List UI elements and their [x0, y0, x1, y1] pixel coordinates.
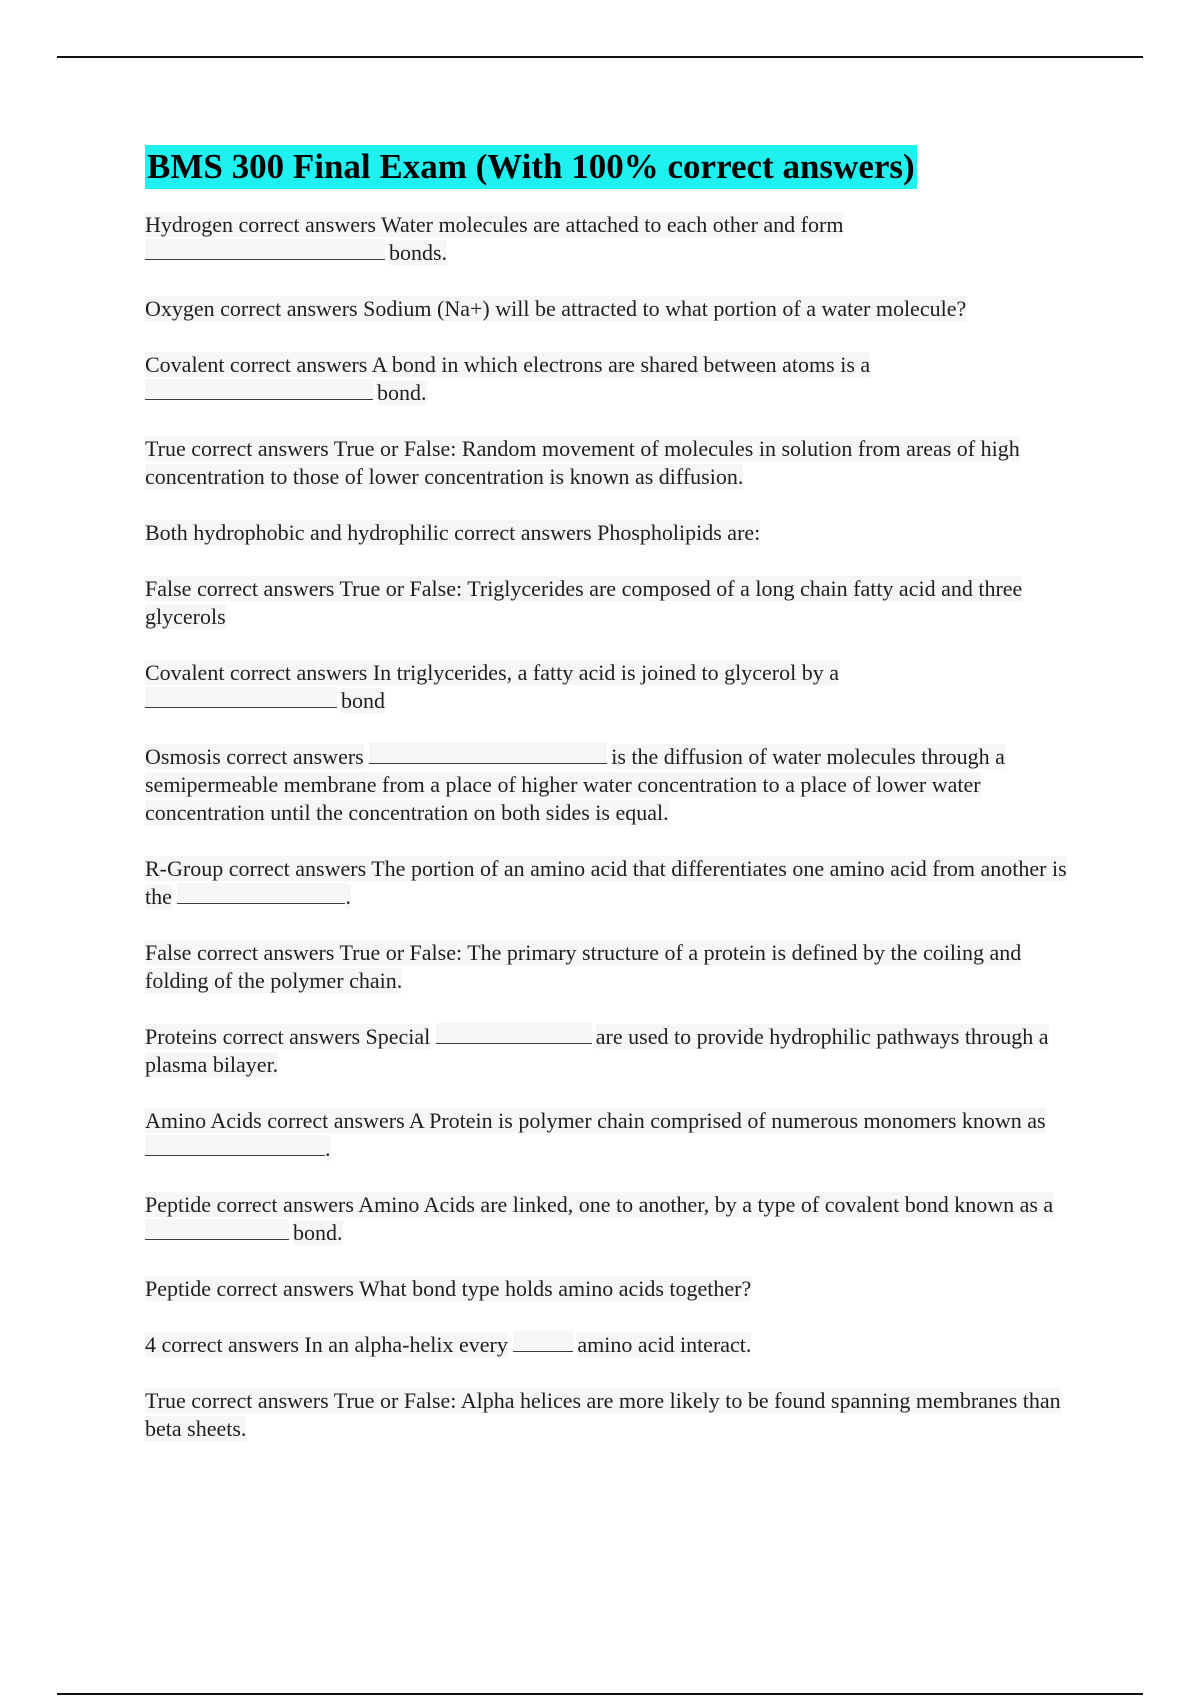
- qa-text: Peptide correct answers What bond type holds amino acids together?: [145, 1276, 752, 1301]
- qa-item-1: [145, 211, 1075, 267]
- qa-text: Amino Acids correct answers A Protein is polymer chain comprised of numerous monomers known as: [145, 1108, 1046, 1133]
- answer-blank: [145, 379, 373, 400]
- answer-blank: [177, 883, 345, 904]
- qa-item-7: [145, 659, 1075, 715]
- qa-item-6: [145, 575, 1075, 631]
- qa-text: Peptide correct answers Amino Acids are linked, one to another, by a type of covalent bond known as a: [145, 1192, 1054, 1217]
- answer-blank: [145, 687, 337, 708]
- qa-item-4: [145, 435, 1075, 491]
- qa-text: R-Group correct answers The portion of an amino acid that differentiates one amino acid from another is the: [145, 856, 1067, 909]
- answer-blank: [145, 239, 385, 260]
- qa-text: Hydrogen correct answers Water molecules are attached to each other and form: [145, 212, 844, 237]
- answer-blank: [436, 1023, 592, 1044]
- qa-text: True correct answers True or False: Alpha helices are more likely to be found spanning membranes than beta sheets.: [145, 1388, 1061, 1441]
- document-title: BMS 300 Final Exam (With 100% correct answers): [145, 145, 917, 189]
- qa-item-9: [145, 855, 1075, 911]
- qa-text: True correct answers True or False: Random movement of molecules in solution from areas of high concentration to those of lower concentration is known as diffusion.: [145, 436, 1020, 489]
- top-rule: [57, 56, 1143, 58]
- qa-text: Proteins correct answers Special: [145, 1024, 431, 1049]
- qa-item-3: [145, 351, 1075, 407]
- qa-item-10: [145, 939, 1075, 995]
- qa-item-5: [145, 519, 1075, 547]
- qa-text: Osmosis correct answers: [145, 744, 364, 769]
- answer-blank: [513, 1331, 573, 1352]
- qa-item-16: [145, 1387, 1075, 1443]
- qa-item-15: [145, 1331, 1075, 1359]
- qa-text: False correct answers True or False: Triglycerides are composed of a long chain fatty acid and three glycerols: [145, 576, 1023, 629]
- qa-text-after: amino acid interact.: [577, 1332, 752, 1357]
- qa-item-12: [145, 1107, 1075, 1163]
- qa-text: Oxygen correct answers Sodium (Na+) will be attracted to what portion of a water molecule?: [145, 296, 967, 321]
- qa-item-13: [145, 1191, 1075, 1247]
- qa-text: Covalent correct answers In triglycerides, a fatty acid is joined to glycerol by a: [145, 660, 839, 685]
- bottom-rule: [57, 1693, 1143, 1695]
- qa-text-after: are used to provide hydrophilic pathways through a plasma bilayer.: [145, 1024, 1049, 1077]
- qa-text: Covalent correct answers A bond in which electrons are shared between atoms is a: [145, 352, 871, 377]
- qa-item-14: [145, 1275, 1075, 1303]
- qa-text: Both hydrophobic and hydrophilic correct answers Phospholipids are:: [145, 520, 761, 545]
- answer-blank: [145, 1219, 289, 1240]
- qa-text-after: is the diffusion of water molecules through a semipermeable membrane from a place of higher water concentration to a place of lower water concentration until the concentration on both sides is equal.: [145, 744, 1005, 825]
- qa-text-after: bond.: [377, 380, 427, 405]
- qa-item-8: [145, 743, 1075, 827]
- qa-text: False correct answers True or False: The primary structure of a protein is defined by the coiling and folding of the polymer chain.: [145, 940, 1022, 993]
- qa-text-after: bonds.: [389, 240, 448, 265]
- answer-blank: [369, 743, 607, 764]
- qa-text-after: .: [325, 1136, 331, 1161]
- qa-item-11: [145, 1023, 1075, 1079]
- qa-text: 4 correct answers In an alpha-helix every: [145, 1332, 508, 1357]
- qa-item-2: [145, 295, 1075, 323]
- qa-text-after: bond: [341, 688, 385, 713]
- document-body: [145, 145, 1075, 1471]
- qa-text-after: .: [345, 884, 351, 909]
- answer-blank: [145, 1135, 325, 1156]
- qa-text-after: bond.: [293, 1220, 343, 1245]
